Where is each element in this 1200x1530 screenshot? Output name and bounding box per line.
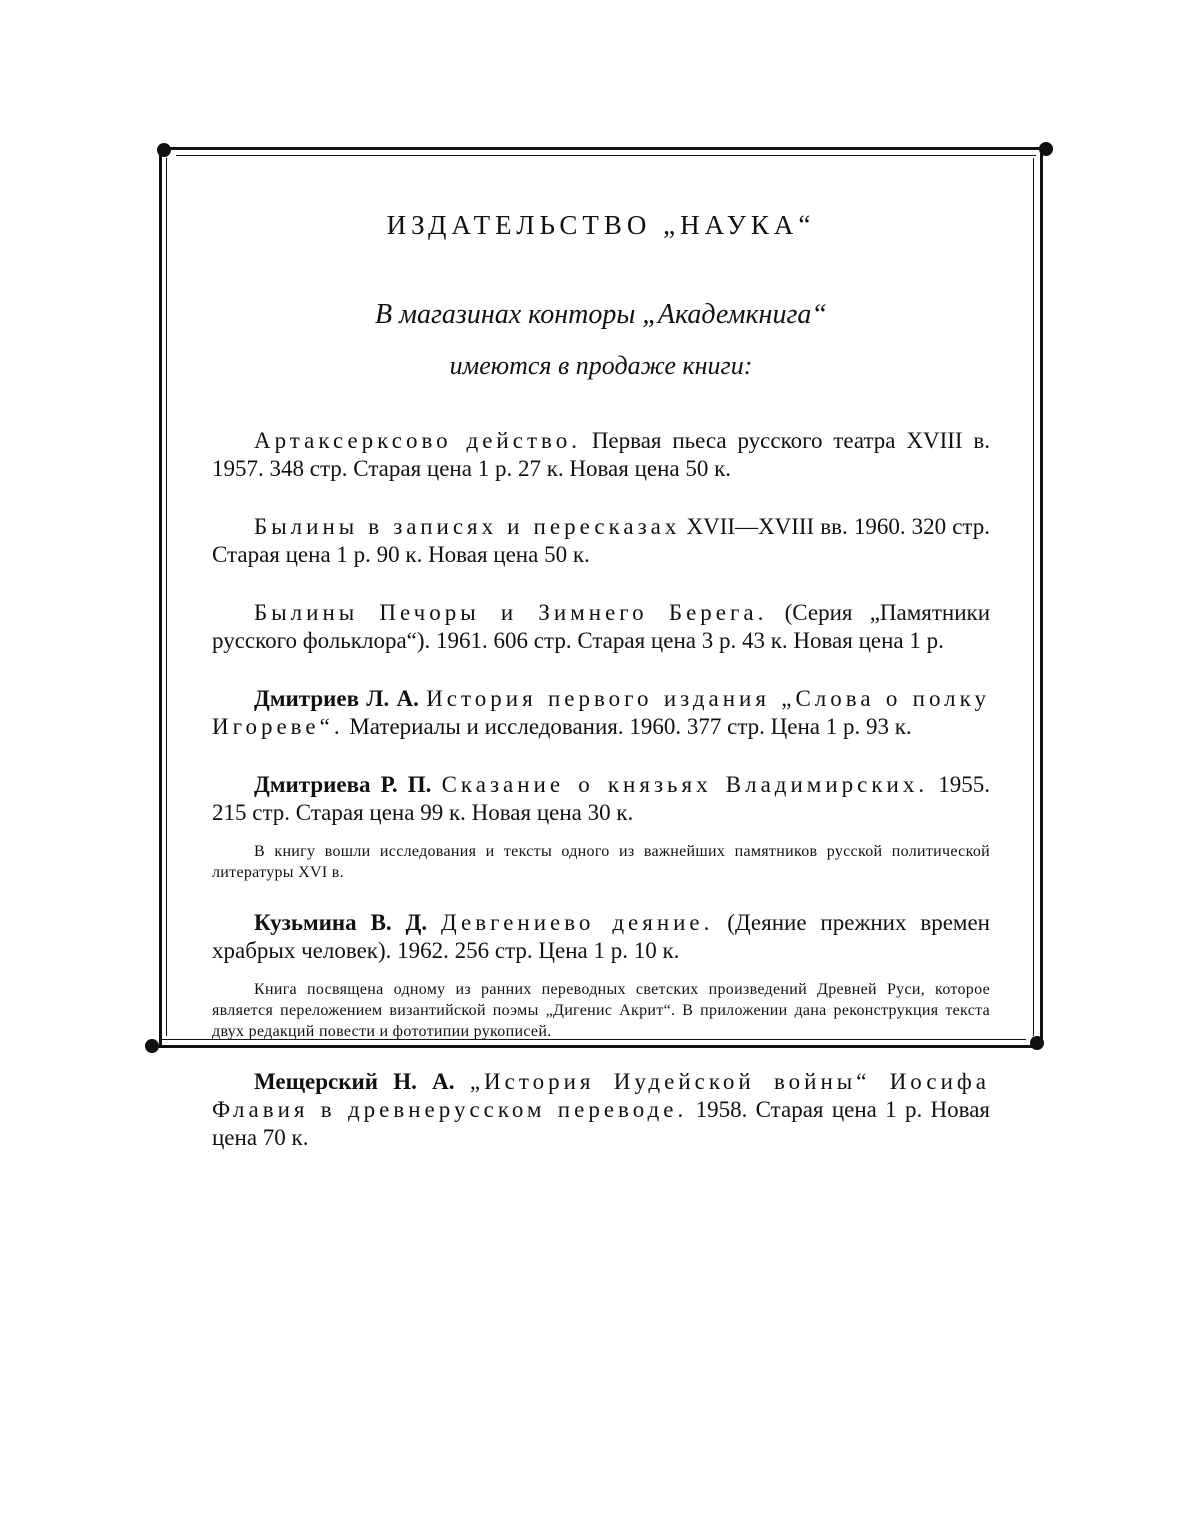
book-annotation: Книга посвящена одному из ранних переводных светских произведений Древней Руси, которое является переложением византийской поэмы „Дигенис Акрит“. В приложении дана реконструкция текста двух редакций повести и фототипии рукописей.: [212, 981, 990, 1040]
frame-left-inner: [166, 158, 167, 1036]
book-title: Былины Печоры и Зимнего Берега.: [254, 600, 768, 625]
book-author: Кузьмина В. Д.: [254, 910, 428, 935]
publisher-heading: ИЗДАТЕЛЬСТВО „НАУКА“: [386, 210, 816, 240]
book-author: Дмитриев Л. А.: [254, 686, 419, 711]
frame-corner-dot-top-right: [1039, 142, 1053, 156]
page-content: [212, 210, 990, 1182]
frame-corner-dot-top-left: [157, 143, 171, 157]
book-details: (Серия „Памятники русского фольклора“). 1961. 606 стр. Старая цена 3 р. 43 к. Новая цена 1 р.: [212, 600, 991, 653]
book-details: Материалы и исследования. 1960. 377 стр. Цена 1 р. 93 к.: [349, 714, 912, 739]
book-details: (Деяние прежних времен храбрых человек). 1962. 256 стр. Цена 1 р. 10 к.: [212, 910, 990, 963]
book-entry: [212, 427, 990, 483]
book-entry: [212, 685, 990, 741]
book-details: XVII—XVIII вв. 1960. 320 стр. Старая цена 1 р. 90 к. Новая цена 50 к.: [212, 514, 991, 567]
book-details: 1955. 215 стр. Старая цена 99 к. Новая цена 30 к.: [212, 772, 991, 825]
frame-right-outer: [1040, 150, 1043, 1046]
book-title: Сказание о князьях Владимирских.: [441, 772, 929, 797]
book-entry: [212, 513, 990, 569]
book-entry: [212, 1068, 990, 1152]
stores-heading: В магазинах конторы „Академкнига“: [375, 299, 827, 330]
book-title: Артаксерксово действо.: [254, 428, 581, 453]
frame-left-outer: [159, 150, 162, 1046]
frame-top-outer: [166, 147, 1046, 150]
book-title: История первого издания „Слова о полку Игореве“.: [212, 686, 990, 739]
frame-right-inner: [1033, 158, 1034, 1036]
book-title: Девгениево деяние.: [441, 910, 714, 935]
on-sale-heading: имеются в продаже книги:: [449, 351, 753, 380]
frame-top-inner: [176, 155, 1036, 156]
book-entry: [212, 599, 990, 655]
book-details: 1958. Старая цена 1 р. Новая цена 70 к.: [212, 1097, 991, 1150]
book-entry: [212, 909, 990, 965]
book-title: Былины в записях и пересказах: [254, 514, 681, 539]
book-annotation: В книгу вошли исследования и тексты одного из важнейших памятников русской политической литературы XVI в.: [212, 843, 990, 881]
frame-corner-dot-bottom-right: [1030, 1036, 1044, 1050]
book-list: [212, 427, 990, 1152]
book-title: „История Иудейской войны“ Иосифа Флавия в древнерусском переводе.: [212, 1069, 991, 1122]
book-author: Мещерский Н. А.: [254, 1069, 455, 1094]
book-entry: [212, 771, 990, 827]
book-author: Дмитриева Р. П.: [254, 772, 432, 797]
book-details: Первая пьеса русского театра XVIII в. 1957. 348 стр. Старая цена 1 р. 27 к. Новая цена 50 к.: [212, 428, 991, 481]
frame-corner-dot-bottom-left: [145, 1039, 159, 1053]
